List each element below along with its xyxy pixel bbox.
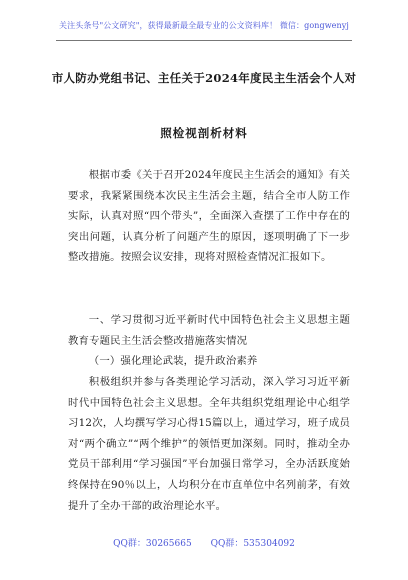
footer-qq-group-1: QQ群：30265665: [113, 539, 192, 549]
header-divider: [56, 40, 352, 41]
intro-paragraph: 根据市委《关于召开2024年度民主生活会的通知》有关要求，我紧紧围绕本次民主生活会主题，结合全市人防工作实际，认真对照“四个带头”，全面深入查摆了工作中存在的突出问题，认真分析了问题产生的原因，逐项明确了下一步整改措施。按照会议安排，现将对照检查情况汇报如下。: [68, 169, 350, 264]
footer: [0, 536, 408, 549]
header-banner: 关注头条号"公文研究"，获得最新最全最专业的公文资料库！ 微信：gongwenyj: [59, 21, 349, 30]
subsection-1-body: 积极组织并参与各类理论学习活动，深入学习习近平新时代中国特色社会主义思想。全年共组织党组理论中心组学习12次，人均撰写学习心得15篇以上，通过学习，班子成员对“两个确立”“两个维护”的领悟更加深刻。同时，推动全办党员干部利用“学习强国”平台加强日常学习，全办活跃度始终保持在90％以上，人均积分在市直单位中名列前茅，有效提升了全办干部的政治理论水平。: [68, 376, 350, 512]
footer-qq-group-2: QQ群：535304092: [210, 539, 295, 549]
document-title-line-2: 照检视剖析材料: [160, 126, 248, 140]
document-title-line-1: 市人防办党组书记、主任关于2024年度民主生活会个人对: [51, 71, 357, 85]
section-1-heading: 一、学习贯彻习近平新时代中国特色社会主义思想主题教育专题民主生活会整改措施落实情况: [68, 314, 350, 347]
subsection-1-heading: （一）强化理论武装，提升政治素养: [88, 355, 258, 367]
